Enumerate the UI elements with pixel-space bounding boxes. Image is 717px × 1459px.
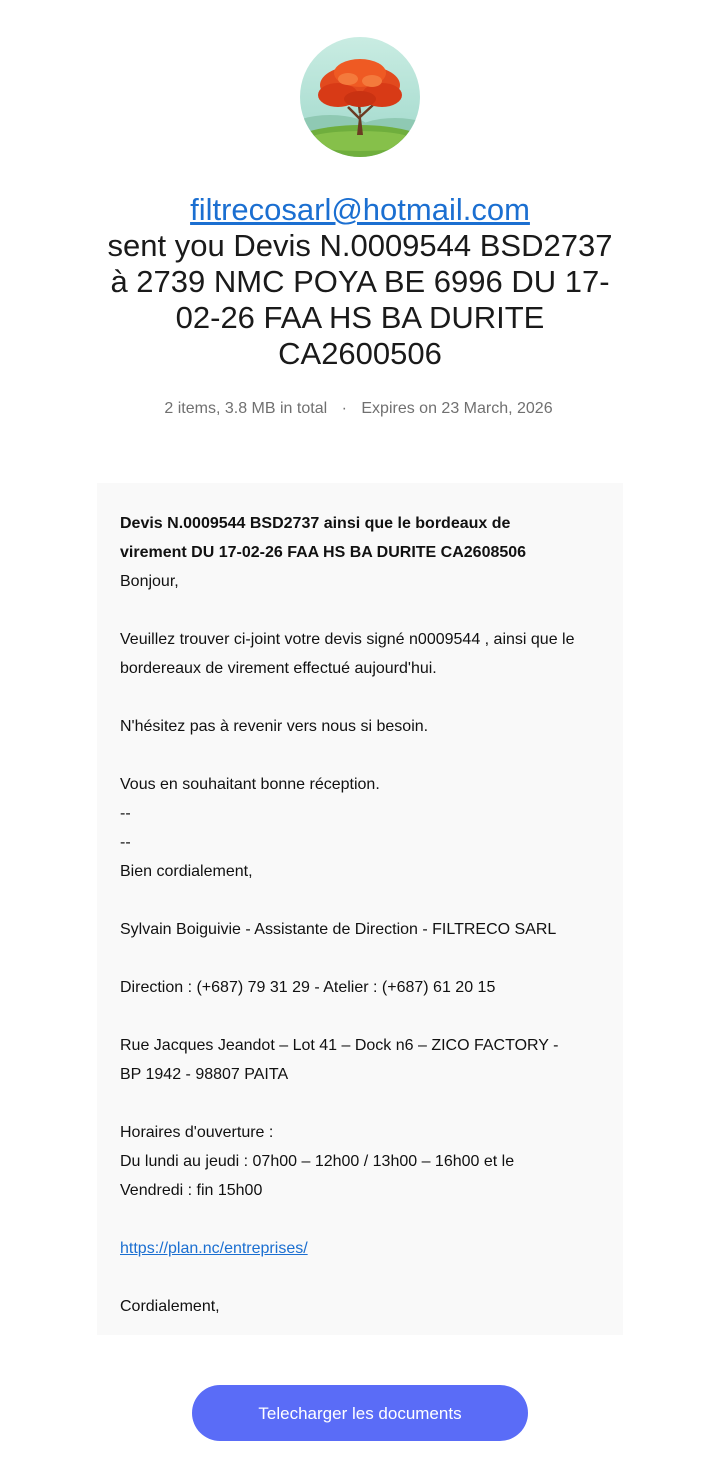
meta-separator: · (341, 400, 347, 417)
expiry-date: Expires on 23 March, 2026 (361, 400, 553, 417)
message-final: Cordialement, (120, 1298, 220, 1315)
items-summary: 2 items, 3.8 MB in total (164, 400, 328, 417)
message-subject: virement DU 17-02-26 FAA HS BA DURITE CA2608506 (120, 544, 527, 561)
message-subject: Devis N.0009544 BSD2737 ainsi que le bordeaux de (120, 515, 511, 532)
message-closing: Bien cordialement, (120, 863, 253, 880)
heading-line: sent you Devis N.0009544 BSD2737 (107, 228, 613, 263)
message-hours: Du lundi au jeudi : 07h00 – 12h00 / 13h00 – 16h00 et le (120, 1153, 515, 1170)
transfer-meta (0, 400, 717, 418)
message-body-line: bordereaux de virement effectué aujourd'hui. (120, 660, 437, 677)
message-dash: -- (120, 805, 131, 822)
message-body-line: Vous en souhaitant bonne réception. (120, 776, 380, 793)
message-address: Rue Jacques Jeandot – Lot 41 – Dock n6 – ZICO FACTORY - (120, 1037, 559, 1054)
message-hours-title: Horaires d'ouverture : (120, 1124, 274, 1141)
download-documents-button[interactable]: Telecharger les documents (192, 1385, 528, 1441)
message-hours: Vendredi : fin 15h00 (120, 1182, 263, 1199)
red-tree-avatar-icon (300, 37, 420, 157)
message-box (97, 483, 623, 1335)
message-body-line: N'hésitez pas à revenir vers nous si besoin. (120, 718, 429, 735)
message-phones: Direction : (+687) 79 31 29 - Atelier : (+687) 61 20 15 (120, 979, 496, 996)
message-signature: Sylvain Boiguivie - Assistante de Direction - FILTRECO SARL (120, 921, 557, 938)
message-body-line: Veuillez trouver ci-joint votre devis signé n0009544 , ainsi que le (120, 631, 575, 648)
message-dash: -- (120, 834, 131, 851)
website-link[interactable]: https://plan.nc/entreprises/ (120, 1240, 308, 1257)
message-address: BP 1942 - 98807 PAITA (120, 1066, 289, 1083)
email-heading (90, 192, 630, 372)
message-greeting: Bonjour, (120, 573, 179, 590)
sender-email-link[interactable]: filtrecosarl@hotmail.com (190, 192, 530, 227)
heading-line: 02-26 FAA HS BA DURITE (175, 300, 545, 335)
heading-line: à 2739 NMC POYA BE 6996 DU 17- (110, 264, 610, 299)
heading-line: CA2600506 (278, 336, 442, 371)
